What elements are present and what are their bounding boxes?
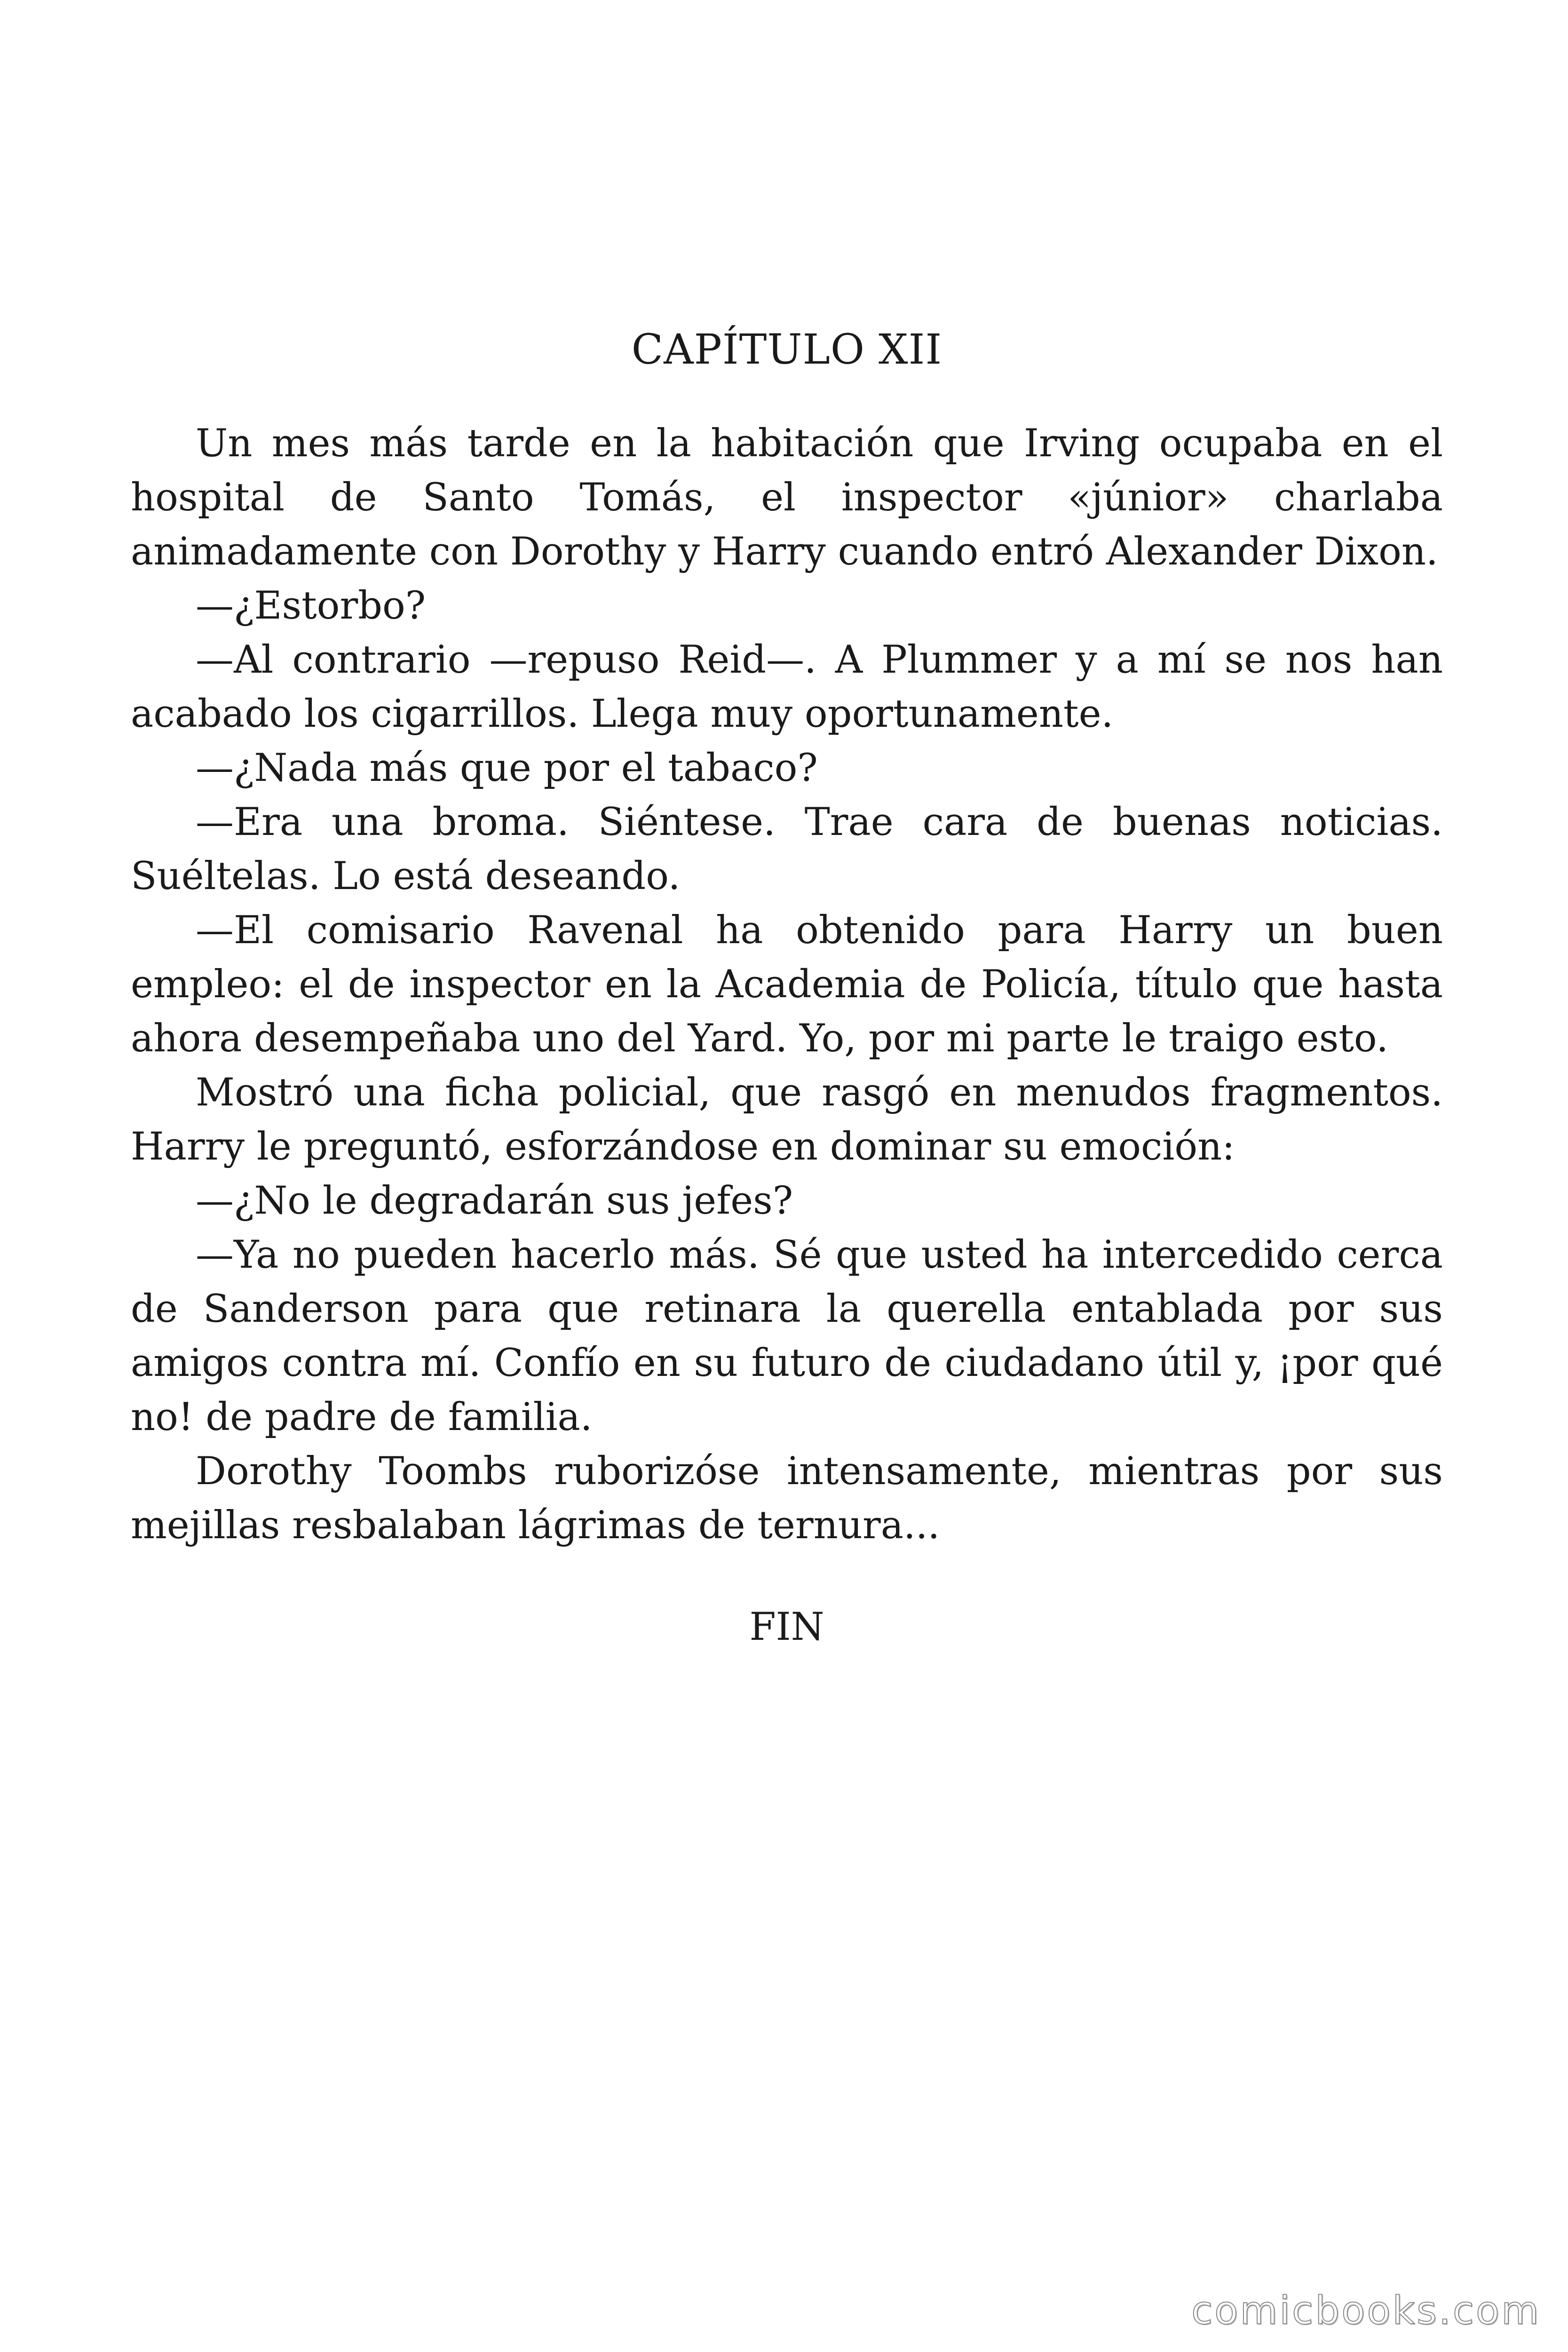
paragraph: Mostró una ficha policial, que rasgó en menudos fragmentos. Harry le preguntó, esforzándose en dominar su emoción: xyxy=(131,1070,1443,1169)
paragraph: Un mes más tarde en la habitación que Irving ocupaba en el hospital de Santo Tomás, el inspector «júnior» charlaba animadamente con Dorothy y Harry cuando entró Alexander Dixon. xyxy=(131,421,1443,574)
paragraph: —Ya no pueden hacerlo más. Sé que usted ha intercedido cerca de Sanderson para que retinara la querella entablada por sus amigos contra mí. Confío en su futuro de ciudadano útil y, ¡por qué no! de padre de familia. xyxy=(131,1232,1443,1439)
paragraph: —¿Estorbo? xyxy=(196,583,426,628)
paragraph: —Era una broma. Siéntese. Trae cara de buenas noticias. Suéltelas. Lo está deseando. xyxy=(131,800,1443,898)
paragraph: —Al contrario —repuso Reid—. A Plummer y a mí se nos han acabado los cigarrillos. Llega muy oportunamente. xyxy=(131,637,1443,736)
paragraph: —El comisario Ravenal ha obtenido para Harry un buen empleo: el de inspector en la Academia de Policía, título que hasta ahora desempeñaba uno del Yard. Yo, por mi parte le traigo esto. xyxy=(131,908,1443,1061)
paragraph: —¿Nada más que por el tabaco? xyxy=(196,746,818,790)
chapter-body xyxy=(131,417,1443,1553)
watermark: comicbooks.com xyxy=(1191,2288,1541,2333)
chapter-title: CAPÍTULO XII xyxy=(631,325,942,373)
book-page xyxy=(131,325,1443,1650)
end-mark: FIN xyxy=(749,1605,824,1649)
paragraph: Dorothy Toombs ruborizóse intensamente, mientras por sus mejillas resbalaban lágrimas de ternura... xyxy=(131,1449,1443,1548)
paragraph: —¿No le degradarán sus jefes? xyxy=(196,1178,793,1223)
